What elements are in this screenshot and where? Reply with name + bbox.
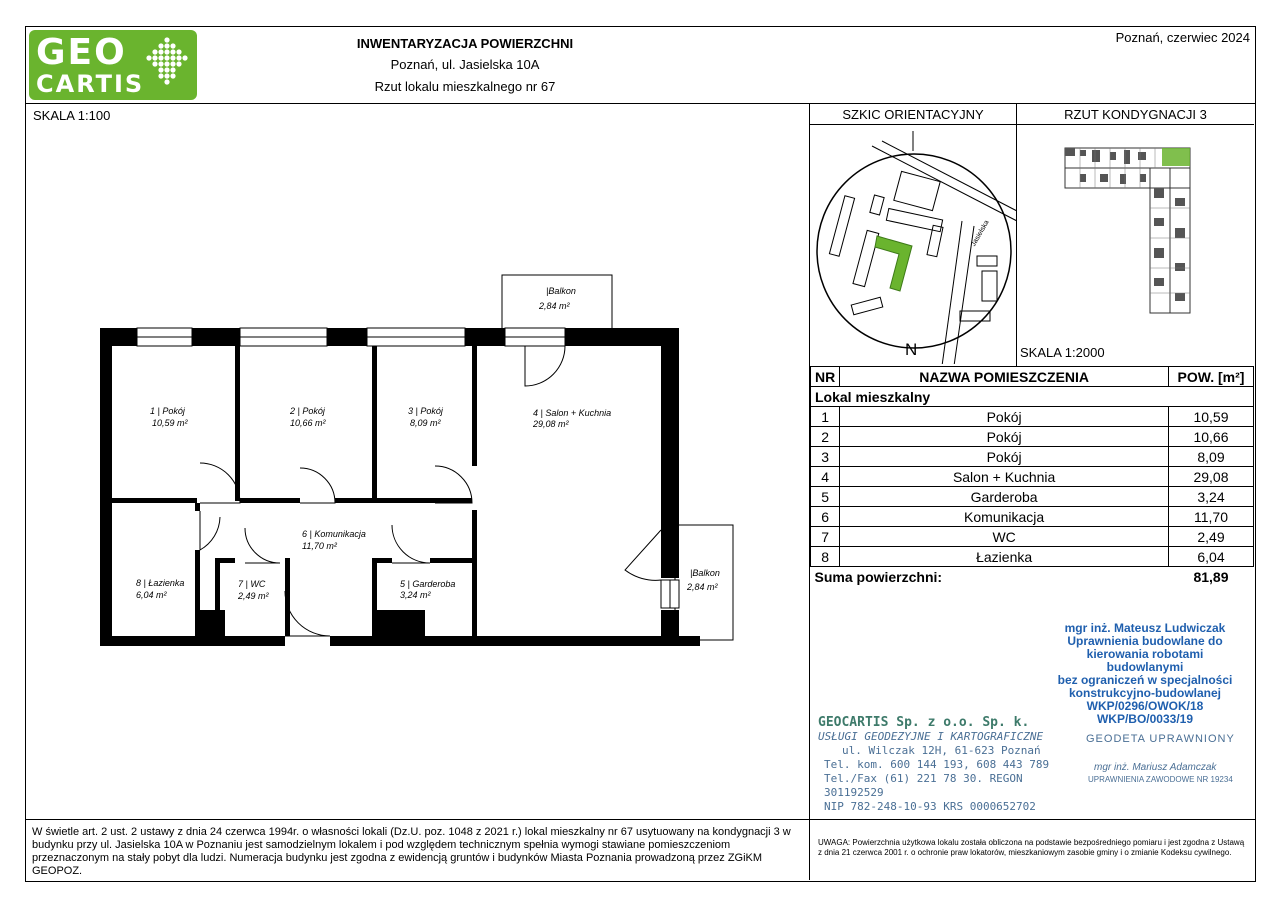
footer-left-note: W świetle art. 2 ust. 2 ustawy z dnia 24 czerwca 1994r. o własności lokali (Dz.U. poz. 1048 z 2021 r.) lokal mieszkalny nr 67 usytuowany na kondygnacji 3 w budynku przy ul. Jasielska 10A w Poznaniu jest samodzielnym lokalem i pod względem technicznym spełnia wymogi stawiane pomieszczeniom przeznaczonym na stały pobyt dla ludzi. Numeracja budynku jest zgodna z ewidencją gruntów i budynków Miasta Poznania prowadzoną przez ZGiKM GEOPOZ. (32, 826, 791, 877)
room-label-4: 4 | Salon + Kuchnia (533, 408, 612, 418)
logo-text-geo: GEO (36, 32, 127, 73)
row-nr: 4 (811, 467, 840, 487)
floor-sketch (1020, 128, 1254, 343)
stamp-line: mgr inż. Mateusz Ludwiczak (1064, 621, 1226, 635)
company-address: ul. Wilczak 12H, 61-623 Poznań (842, 744, 1041, 757)
row-name: Pokój (840, 407, 1169, 427)
company-fax: Tel./Fax (61) 221 78 30. REGON 301192529 (824, 772, 1023, 799)
balcony-top-label: |Balkon (546, 286, 576, 296)
row-area: 8,09 (1169, 447, 1254, 467)
street-label: Jasielska (970, 219, 991, 248)
table-row (811, 527, 1254, 547)
column-header-name: NAZWA POMIESZCZENIA (840, 367, 1169, 387)
building-highlight (875, 236, 912, 291)
stamp-line: konstrukcyjno-budowlanej (1068, 686, 1221, 700)
document-title: INWENTARYZACJA POWIERZCHNI (356, 36, 574, 51)
north-label: N (905, 340, 918, 359)
row-nr: 7 (811, 527, 840, 547)
column-header-area: POW. [m²] (1169, 367, 1254, 387)
row-nr: 1 (811, 407, 840, 427)
balcony-top-area: 2,84 m² (539, 301, 570, 311)
row-area: 10,66 (1169, 427, 1254, 447)
table-row (811, 507, 1254, 527)
table-row (811, 547, 1254, 567)
footer-mid-divider (809, 819, 810, 880)
row-name: Salon + Kuchnia (840, 467, 1169, 487)
room-label-5: 5 | Garderoba (400, 579, 456, 589)
footer-right-note: UWAGA: Powierzchnia użytkowa lokalu została obliczona na podstawie bezpośredniego pomiaru i jest zgodna z Ustawą z dnia 21 czerwca 2001 r. o ochronie praw lokatorów, mieszkaniowym zasobie gminy i o zmianie Kodeksu cywilnego. (818, 838, 1245, 857)
company-nip: NIP 782-248-10-93 KRS 0000652702 (824, 800, 1036, 813)
stamp-line: bez ograniczeń w specjalności (1057, 673, 1233, 687)
balcony-right-area: 2,84 m² (687, 582, 718, 592)
room-area-8: 6,04 m² (136, 590, 167, 600)
row-area: 3,24 (1169, 487, 1254, 507)
stamp-line: Uprawnienia budowlane do (1067, 634, 1223, 648)
floor-scale: SKALA 1:2000 (1020, 345, 1105, 360)
table-row (811, 407, 1254, 427)
room-area-6: 11,70 m² (302, 541, 337, 551)
row-area: 2,49 (1169, 527, 1254, 547)
row-name: Komunikacja (840, 507, 1169, 527)
document-address: Poznań, ul. Jasielska 10A (390, 57, 540, 72)
row-nr: 3 (811, 447, 840, 467)
row-area: 29,08 (1169, 467, 1254, 487)
room-area-1: 10,59 m² (152, 418, 188, 428)
row-name: Łazienka (840, 547, 1169, 567)
row-area: 11,70 (1169, 507, 1254, 527)
surveyor-name: mgr inż. Mariusz Adamczak (1094, 762, 1217, 773)
room-area-5: 3,24 m² (400, 590, 431, 600)
row-name: WC (840, 527, 1169, 547)
room-label-1: 1 | Pokój (150, 406, 185, 416)
row-nr: 5 (811, 487, 840, 507)
floor-plan (95, 270, 745, 660)
sum-value: 81,89 (1193, 568, 1229, 585)
room-label-3: 3 | Pokój (408, 406, 443, 416)
room-area-3: 8,09 m² (410, 418, 441, 428)
company-stamp (818, 716, 1068, 814)
surveyor-title: GEODETA UPRAWNIONY (1086, 733, 1235, 745)
room-area-7: 2,49 m² (238, 591, 269, 601)
company-services: USŁUGI GEODEZYJNE I KARTOGRAFICZNE (818, 730, 1044, 743)
room-label-2: 2 | Pokój (290, 406, 325, 416)
row-area: 10,59 (1169, 407, 1254, 427)
sum-label: Suma powierzchni: (814, 568, 943, 585)
stamp-line: kierowania robotami budowlanymi (1086, 647, 1204, 674)
engineer-stamp (1050, 622, 1240, 726)
table-sum-row (811, 567, 1254, 587)
logo-dots-icon (141, 36, 193, 94)
table-row (811, 467, 1254, 487)
company-logo (29, 30, 197, 100)
table-row (811, 447, 1254, 467)
logo-text-cartis: CARTIS (36, 70, 145, 98)
room-table (810, 366, 1254, 586)
row-nr: 2 (811, 427, 840, 447)
room-label-6: 6 | Komunikacja (302, 529, 366, 539)
company-name: GEOCARTIS Sp. z o.o. Sp. k. (818, 715, 1030, 730)
column-header-nr: NR (811, 367, 840, 387)
table-row (811, 487, 1254, 507)
row-nr: 8 (811, 547, 840, 567)
floor-title: RZUT KONDYGNACJI 3 (1064, 107, 1207, 122)
row-name: Pokój (840, 427, 1169, 447)
orientation-map (812, 126, 1017, 364)
row-name: Pokój (840, 447, 1169, 467)
footer-divider (25, 819, 1255, 820)
section-label: Lokal mieszkalny (811, 387, 1254, 407)
unit-highlight (1162, 148, 1190, 166)
room-label-8: 8 | Łazienka (136, 578, 185, 588)
room-area-2: 10,66 m² (290, 418, 326, 428)
stamp-line: WKP/BO/0033/19 (1096, 712, 1194, 726)
orientation-header-line (809, 124, 1254, 125)
plan-scale: SKALA 1:100 (33, 108, 111, 123)
row-area: 6,04 (1169, 547, 1254, 567)
table-row (811, 427, 1254, 447)
row-name: Garderoba (840, 487, 1169, 507)
header-divider (25, 103, 1255, 104)
orientation-title: SZKIC ORIENTACYJNY (842, 107, 984, 122)
row-nr: 6 (811, 507, 840, 527)
room-label-7: 7 | WC (238, 579, 266, 589)
table-header-row (811, 367, 1254, 387)
stamp-line: WKP/0296/OWOK/18 (1086, 699, 1204, 713)
balcony-right-label: |Balkon (690, 568, 720, 578)
surveyor-license: UPRAWNIENIA ZAWODOWE NR 19234 (1088, 775, 1233, 784)
company-phone: Tel. kom. 600 144 193, 608 443 789 (824, 758, 1050, 771)
document-date: Poznań, czerwiec 2024 (1115, 30, 1250, 45)
table-section-row (811, 387, 1254, 407)
document-subtitle: Rzut lokalu mieszkalnego nr 67 (374, 79, 556, 94)
room-area-4: 29,08 m² (533, 419, 569, 429)
